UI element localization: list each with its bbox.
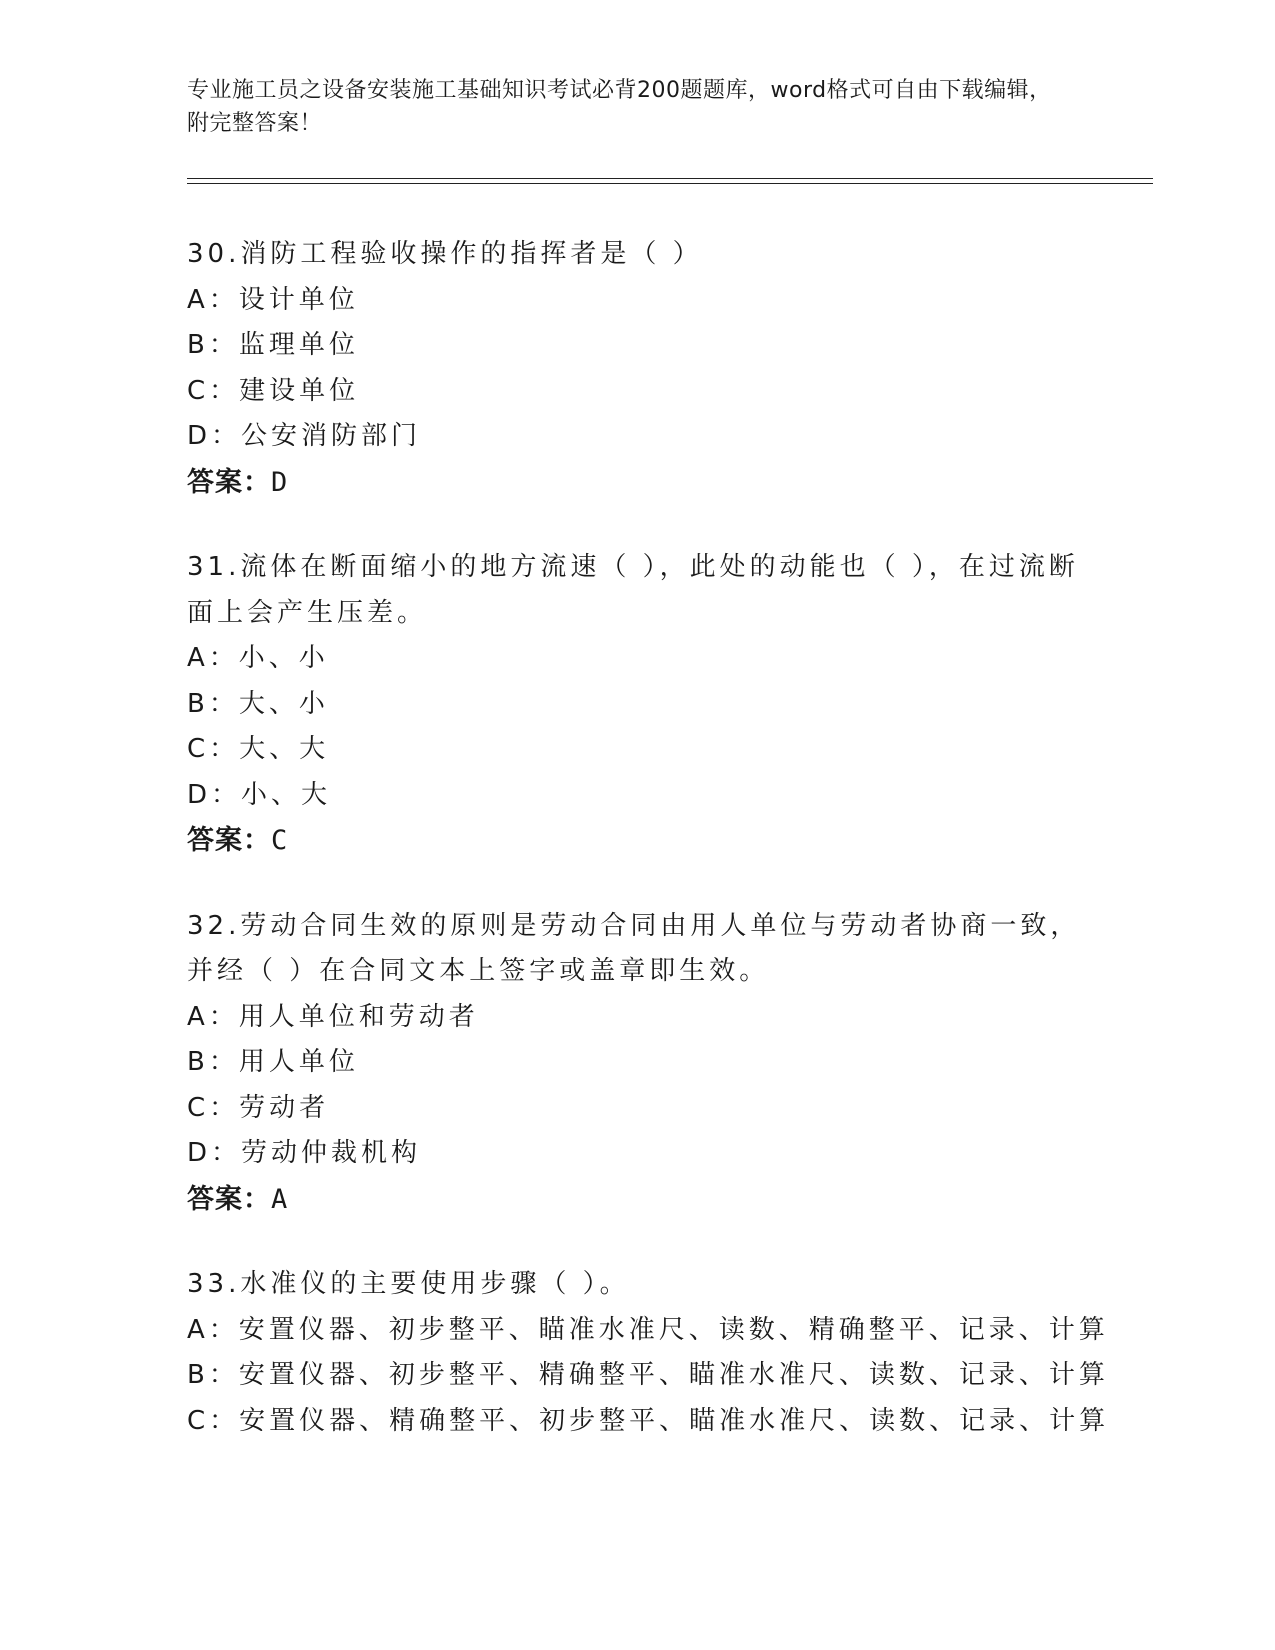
answer-line [187,460,1087,506]
question-stem: 33.水准仪的主要使用步骤（ ）。 [187,1269,630,1299]
option-a: A：小、小 [187,643,329,673]
option-a: A：设计单位 [187,284,359,315]
option-b: B：大、小 [187,688,329,719]
option-b: B：用人单位 [187,1047,359,1077]
question-32 [187,904,1087,1223]
option-a: A：用人单位和劳动者 [187,1001,479,1032]
header-rule-bottom [187,183,1153,184]
option-c: C：安置仪器、精确整平、初步整平、瞄准水准尺、读数、记录、计算 [187,1405,1110,1436]
answer-value: A [271,1183,289,1215]
question-30 [187,232,1087,505]
answer-line [187,1177,1087,1223]
answer-label: 答案： [187,1183,271,1215]
question-33 [187,1262,1110,1444]
option-d: D：劳动仲裁机构 [187,1138,422,1168]
option-d: D：小、大 [187,779,332,810]
option-d: D：公安消防部门 [187,421,422,451]
option-a: A：安置仪器、初步整平、瞄准水准尺、读数、精确整平、记录、计算 [187,1314,1109,1345]
header-rule-top [187,178,1153,179]
option-c: C：大、大 [187,734,330,764]
answer-label: 答案： [187,466,271,498]
document-title: 专业施工员之设备安装施工基础知识考试必背200题题库，word格式可自由下载编辑，附完整答案！ [187,78,1052,136]
question-stem: 30.消防工程验收操作的指挥者是（ ） [187,239,703,269]
answer-line [187,818,1087,864]
question-31 [187,545,1087,864]
answer-label: 答案： [187,825,271,856]
option-c: C：建设单位 [187,375,360,406]
answer-value: D [271,466,289,498]
question-stem: 32.劳动合同生效的原则是劳动合同由用人单位与劳动者协商一致，并经（ ）在合同文本上签字或盖章即生效。 [187,910,1081,986]
option-c: C：劳动者 [187,1092,330,1123]
question-list [187,232,1110,1484]
question-stem: 31.流体在断面缩小的地方流速（ ），此处的动能也（ ），在过流断面上会产生压差。 [187,552,1079,628]
option-b: B：监理单位 [187,330,359,360]
document-header [187,74,1067,140]
option-b: B：安置仪器、初步整平、精确整平、瞄准水准尺、读数、记录、计算 [187,1360,1109,1390]
answer-value: C [271,825,289,856]
